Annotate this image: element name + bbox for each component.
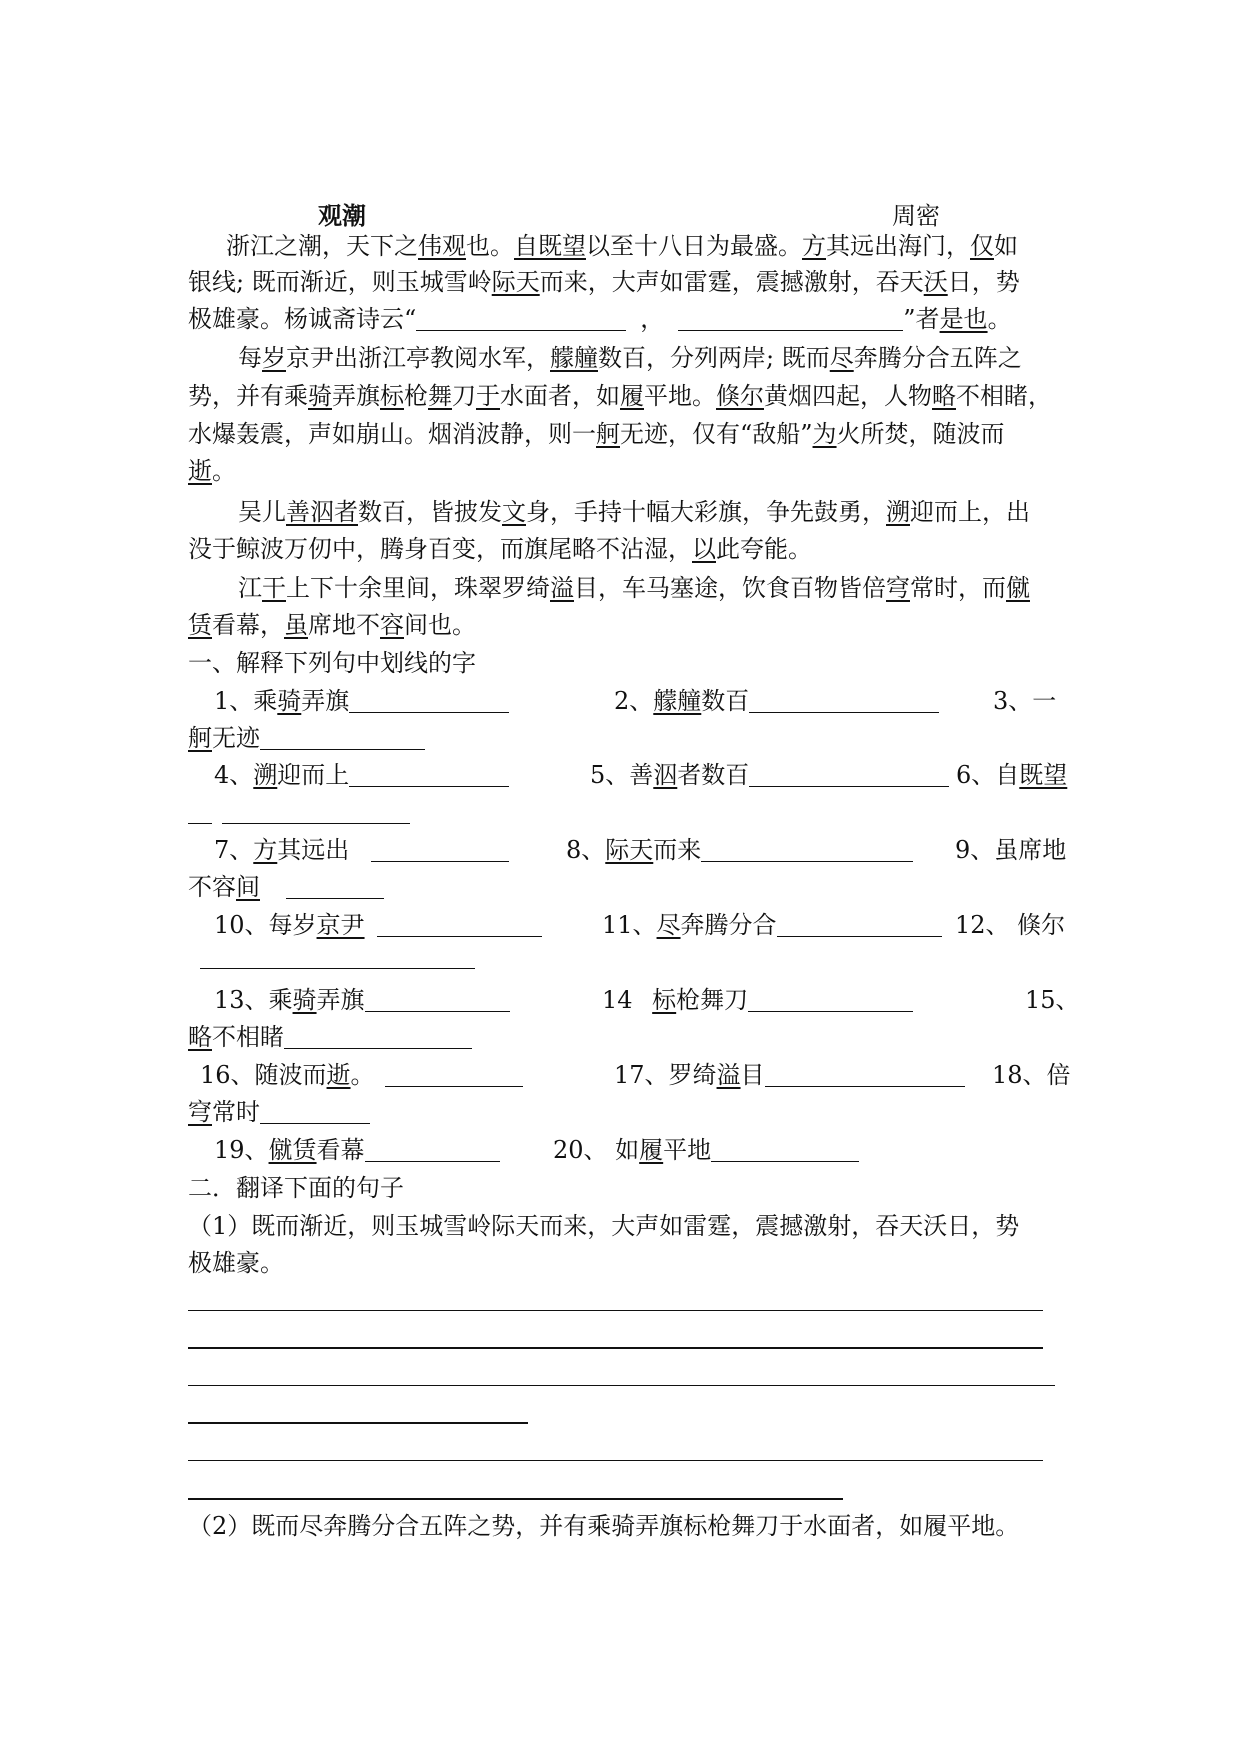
answer-blank[interactable] <box>260 725 425 750</box>
passage-line: 逝。 <box>188 457 236 485</box>
answer-blank[interactable] <box>377 912 542 937</box>
question-item: 14 标枪舞刀 <box>602 982 913 1018</box>
question-item: 1、乘骑弄旗 <box>214 683 509 719</box>
question-item: 穹常时 <box>188 1094 370 1130</box>
answer-blank[interactable] <box>260 1099 370 1124</box>
passage-line: 赁看幕，虽席地不容间也。 <box>188 611 476 639</box>
answer-blank[interactable] <box>349 762 509 787</box>
question-item: 20、 如履平地 <box>553 1132 859 1168</box>
answer-line[interactable] <box>188 1460 1043 1461</box>
page-title: 观潮 <box>318 201 366 230</box>
answer-blank[interactable] <box>385 1062 523 1087</box>
passage-line: 势，并有乘骑弄旗标枪舞刀于水面者，如履平地。倏尔黄烟四起，人物略不相睹， <box>188 382 1052 410</box>
question-item: 3、一 <box>993 687 1057 715</box>
answer-blank[interactable] <box>777 912 942 937</box>
answer-blank[interactable] <box>200 968 475 969</box>
section1-heading: 一、解释下列句中划线的字 <box>188 649 476 677</box>
question-item: 7、方其远出 <box>214 832 509 868</box>
answer-blank[interactable] <box>286 874 384 899</box>
answer-blank[interactable] <box>371 837 509 862</box>
question-item: 不容间 <box>188 869 384 905</box>
answer-line[interactable] <box>188 1310 1043 1311</box>
answer-blank[interactable] <box>365 987 510 1012</box>
answer-blank[interactable] <box>701 837 913 862</box>
answer-blank[interactable] <box>365 1137 500 1162</box>
question-item: 8、际天而来 <box>566 832 913 868</box>
passage-line: 每岁京尹出浙江亭教阅水军，艨艟数百，分列两岸; 既而尽奔腾分合五阵之 <box>238 344 1022 372</box>
answer-blank[interactable] <box>765 1062 965 1087</box>
question-item: 11、尽奔腾分合 <box>602 907 942 943</box>
author-name: 周密 <box>892 202 940 230</box>
passage-line: 浙江之潮，天下之伟观也。自既望以至十八日为最盛。方其远出海门，仅如 <box>226 232 1018 260</box>
question-item: 12、 倏尔 <box>955 911 1066 939</box>
question-item: 6、自既望 <box>956 761 1068 789</box>
question-item: 13、乘骑弄旗 <box>214 982 510 1018</box>
question-item: 舸无迹 <box>188 720 425 756</box>
answer-blank[interactable] <box>188 799 212 824</box>
question-item: 略不相睹 <box>188 1019 472 1055</box>
question-item: 18、倍 <box>992 1061 1071 1089</box>
answer-line[interactable] <box>188 1385 1055 1386</box>
answer-blank[interactable] <box>284 1024 472 1049</box>
question-item: 5、善泅者数百 <box>590 757 949 793</box>
question-item: 10、每岁京尹 <box>214 907 542 943</box>
question-item: 4、溯迎而上 <box>214 757 509 793</box>
poem-blank-2[interactable] <box>678 306 903 331</box>
answer-blank[interactable] <box>748 987 913 1012</box>
translate-q1: （1）既而渐近，则玉城雪岭际天而来，大声如雷霆，震撼激射，吞天沃日，势 <box>188 1212 1020 1240</box>
section2-heading: 二．翻译下面的句子 <box>188 1174 404 1202</box>
passage-line: 吴儿善泅者数百，皆披发文身，手持十幅大彩旗，争先鼓勇，溯迎而上，出 <box>238 498 1030 526</box>
question-item: 15、 <box>1025 986 1080 1014</box>
passage-line: 江干上下十余里间，珠翠罗绮溢目，车马塞途，饮食百物皆倍穹常时，而僦 <box>238 574 1030 602</box>
passage-line: 没于鲸波万仞中，腾身百变，而旗尾略不沾湿，以此夸能。 <box>188 535 812 563</box>
question-item <box>188 794 410 830</box>
answer-blank[interactable] <box>711 1137 859 1162</box>
answer-blank[interactable] <box>349 688 509 713</box>
answer-line[interactable] <box>188 1422 528 1424</box>
answer-line[interactable] <box>188 1347 1043 1349</box>
answer-blank[interactable] <box>749 762 949 787</box>
passage-line: 极雄豪。杨诚斋诗云“ ， ”者是也。 <box>188 305 1012 333</box>
question-item: 19、僦赁看幕 <box>214 1132 500 1168</box>
question-item: 9、虽席地 <box>955 836 1067 864</box>
passage-line: 银线; 既而渐近，则玉城雪岭际天而来，大声如雷霆，震撼激射，吞天沃日，势 <box>188 268 1020 296</box>
answer-blank[interactable] <box>222 799 410 824</box>
question-item: 2、艨艟数百 <box>614 683 939 719</box>
question-item: 17、罗绮溢目 <box>614 1057 965 1093</box>
answer-line[interactable] <box>188 1498 843 1500</box>
translate-q2: （2）既而尽奔腾分合五阵之势，并有乘骑弄旗标枪舞刀于水面者，如履平地。 <box>188 1512 1020 1540</box>
answer-blank[interactable] <box>749 688 939 713</box>
poem-blank-1[interactable] <box>416 306 626 331</box>
passage-line: 水爆轰震，声如崩山。烟消波静，则一舸无迹，仅有“敌船”为火所焚，随波而 <box>188 420 1005 448</box>
question-item: 16、随波而逝。 <box>200 1057 523 1093</box>
translate-q1-cont: 极雄豪。 <box>188 1249 284 1277</box>
